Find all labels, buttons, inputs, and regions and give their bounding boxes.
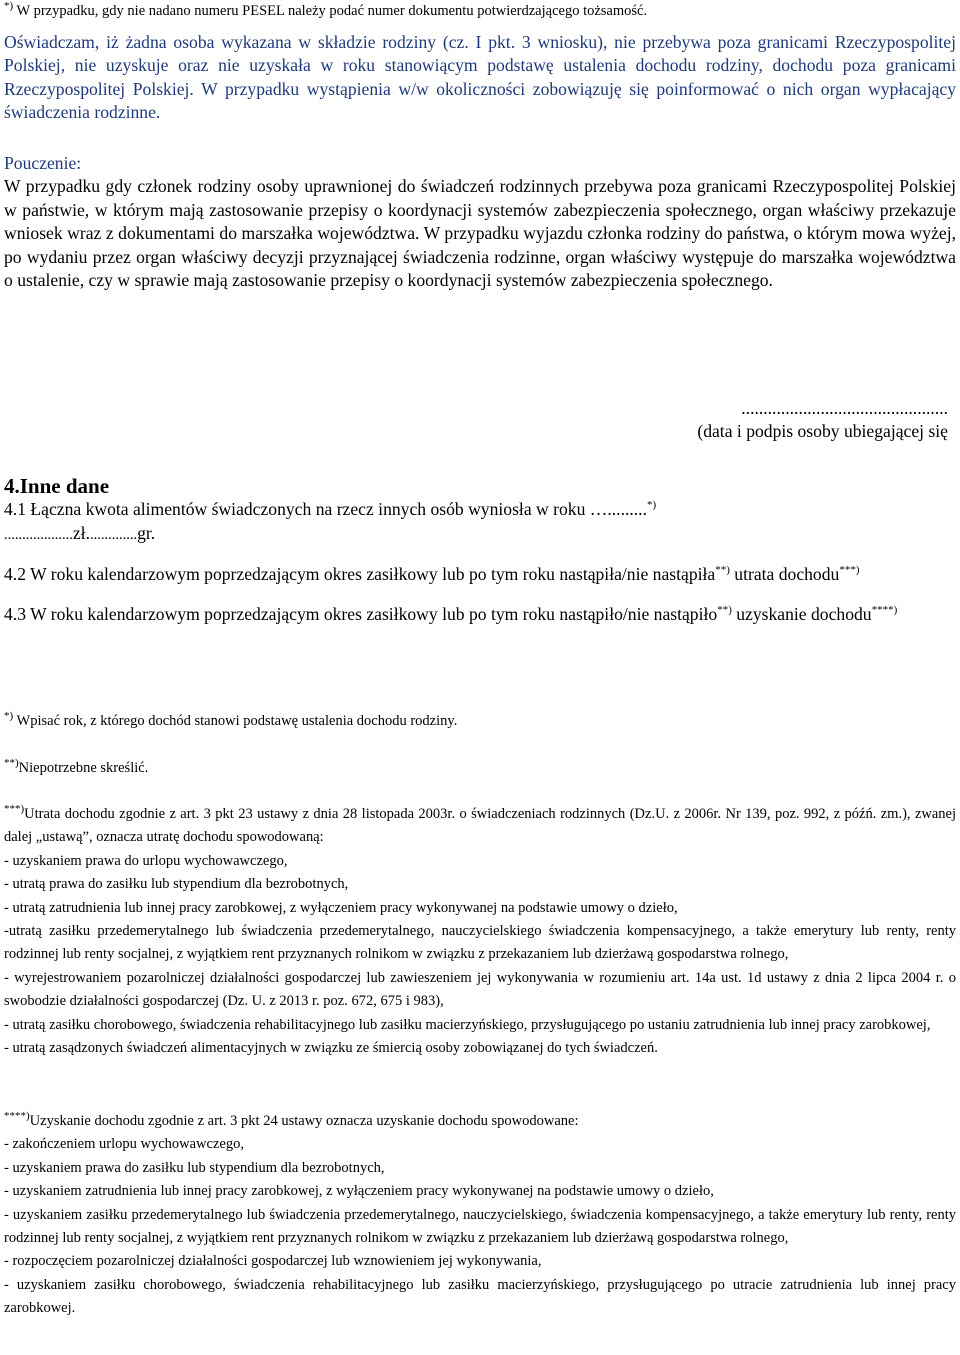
- footnote-4-item: - zakończeniem urlopu wychowawczego,: [4, 1136, 244, 1153]
- footnote-1: [4, 710, 956, 733]
- footnote-4: [4, 1110, 956, 1321]
- footnote-4-item: - uzyskaniem prawa do zasiłku lub stypendium dla bezrobotnych,: [4, 1159, 385, 1176]
- item-4-2-sup2: ***): [839, 564, 860, 577]
- footnote-3-item: -utratą zasiłku przedemerytalnego lub świadczenia przedemerytalnego, nauczycielskiego świadczenia kompensacyjnego, a także emerytury lub renty, renty rodzinnej lub renty socjalnej, z wyjątkiem rent przyznanych rolnikom w związku z przekazaniem lub dzierżawą gospodarstwa rolnego,: [4, 923, 956, 963]
- footnote-4-intro: [4, 1110, 956, 1133]
- footnote-3-item: - utratą zasiłku chorobowego, świadczenia rehabilitacyjnego lub zasiłku macierzyńskiego, przysługującego po ustaniu zatrudnienia lub innej pracy zarobkowej,: [4, 1016, 931, 1033]
- signature-block: [697, 397, 948, 444]
- footnote-4-item: - uzyskaniem zasiłku przedemerytalnego lub świadczenia przedemerytalnego, nauczycielskiego, świadczenia kompensacyjnego, a także emerytury lub renty, renty rodzinnej lub renty socjalnej, z wyjątkiem rent przyznanych rolnikom w związku z przekazaniem lub dzierżawą gospodarstwa rolnego,: [4, 1206, 956, 1247]
- item-4-2-sup: **): [715, 564, 730, 577]
- amount-zl-label: zł.: [72, 522, 90, 543]
- item-4-3-sup2: ****): [871, 603, 898, 616]
- item-4-2-text: 4.2 W roku kalendarzowym poprzedzającym okres zasiłkowy lub po tym roku nastąpiła/nie nastąpiła: [4, 564, 716, 585]
- notice-title: Pouczenie:: [4, 153, 82, 173]
- item-4-3: [4, 603, 956, 626]
- amount-dots-gr: .............: [89, 526, 138, 543]
- item-4-1: [4, 498, 956, 521]
- footnote-3-intro: [4, 803, 956, 850]
- item-4-3-text: 4.3 W roku kalendarzowym poprzedzającym okres zasiłkowy lub po tym roku nastąpiło/nie nastąpiło: [4, 603, 718, 624]
- footnote-2: [4, 757, 956, 780]
- section-heading: 4.Inne dane: [4, 474, 110, 498]
- item-4-3-tail: uzyskanie dochodu: [731, 603, 872, 624]
- footnote-3-item: - wyrejestrowaniem pozarolniczej działalności gospodarczej lub zawieszeniem jej wykonywania w rozumieniu art. 14a ust. 1d ustawy z dnia 2 lipca 2004 r. o swobodzie działalności gospodarczej (Dz. U. z 2013 r. poz. 672, 675 i 983),: [4, 969, 956, 1010]
- footnote-pesel: [4, 0, 956, 23]
- item-4-1-amount: [4, 522, 956, 547]
- item-4-2: [4, 563, 956, 586]
- footnote-2-text: Niepotrzebne skreślić.: [18, 760, 149, 776]
- notice-section: [4, 152, 956, 292]
- footnote-4-intro-text: Uzyskanie dochodu zgodnie z art. 3 pkt 24 ustawy oznacza uzyskanie dochodu spowodowane:: [29, 1113, 579, 1129]
- footnote-1-mark: *): [4, 710, 14, 723]
- item-4-1-sup: *): [646, 499, 657, 512]
- item-4-3-sup: **): [717, 603, 732, 616]
- item-4-2-tail: utrata dochodu: [729, 564, 840, 585]
- footnote-3-item: - utratą prawa do zasiłku lub stypendium dla bezrobotnych,: [4, 876, 349, 893]
- amount-dots-zl: ...................: [4, 526, 73, 543]
- footnote-1-text: Wpisać rok, z którego dochód stanowi podstawę ustalenia dochodu rodziny.: [13, 713, 458, 729]
- footnote-2-mark: **): [4, 757, 19, 770]
- footnote-4-mark: ****): [4, 1110, 30, 1123]
- footnote-mark: *): [4, 0, 14, 13]
- signature-dots: ...............................................: [741, 398, 948, 418]
- notice-text: W przypadku gdy członek rodziny osoby uprawnionej do świadczeń rodzinnych przebywa poza granicami Rzeczypospolitej Polskiej w państwie, w którym mają zastosowanie przepisy o koordynacji systemów zabezpieczenia społecznego, organ właściwy przekazuje wniosek wraz z dokumentami do marszałka województwa. W przypadku wyjazdu członka rodziny do państwa, o którym mowa wyżej, po wydaniu przez organ właściwy decyzji przyznającej świadczenia rodzinne, organ właściwy występuje do marszałka województwa o ustalenie, czy w sprawie mają zastosowanie przepisy o koordynacji systemów zabezpieczenia społecznego.: [4, 176, 956, 291]
- declaration-paragraph: Oświadczam, iż żadna osoba wykazana w składzie rodziny (cz. I pkt. 3 wniosku), nie przebywa poza granicami Rzeczypospolitej Polskiej, nie uzyskuje oraz nie uzyskała w roku stanowiącym podstawę ustalenia dochodu rodziny, dochodu poza granicami Rzeczypospolitej Polskiej. W przypadku wystąpienia w/w okoliczności zobowiązuję się poinformować o nich organ wypłacający świadczenia rodzinne.: [4, 32, 956, 123]
- footnote-3-item: - utratą zatrudnienia lub innej pracy zarobkowej, z wyłączeniem pracy wykonywanej na podstawie umowy o dzieło,: [4, 899, 678, 916]
- item-4-1-text: 4.1 Łączna kwota alimentów świadczonych na rzecz innych osób wyniosła w roku ….........: [4, 499, 647, 520]
- footnote-4-item: - rozpoczęciem pozarolniczej działalności gospodarczej lub wznowieniem jej wykonywania,: [4, 1253, 542, 1270]
- section-other-data: [4, 475, 956, 626]
- footnote-3-item: - uzyskaniem prawa do urlopu wychowawczego,: [4, 852, 288, 869]
- footnote-text: W przypadku, gdy nie nadano numeru PESEL należy podać numer dokumentu potwierdzającego tożsamość.: [13, 3, 648, 19]
- footnote-4-item: - uzyskaniem zasiłku chorobowego, świadczenia rehabilitacyjnego lub zasiłku macierzyńskiego, przysługującego po utracie zatrudnienia lub innej pracy zarobkowej.: [4, 1276, 956, 1317]
- amount-gr-label: gr.: [137, 522, 156, 543]
- signature-caption: (data i podpis osoby ubiegającej się: [697, 421, 948, 442]
- footnote-4-item: - uzyskaniem zatrudnienia lub innej pracy zarobkowej, z wyłączeniem pracy wykonywanej na podstawie umowy o dzieło,: [4, 1183, 714, 1200]
- footnote-3-mark: ***): [4, 803, 25, 816]
- footnote-3-item: - utratą zasądzonych świadczeń alimentacyjnych w związku ze śmiercią osoby zobowiązanej do tych świadczeń.: [4, 1040, 658, 1057]
- footnote-3-intro-text: Utrata dochodu zgodnie z art. 3 pkt 23 ustawy z dnia 28 listopada 2003r. o świadczeniach rodzinnych (Dz.U. z 2006r. Nr 139, poz. 992, z późń. zm.), zwanej dalej „ustawą”, oznacza utratę dochodu spowodowaną:: [4, 806, 956, 846]
- footnote-3: [4, 803, 956, 1060]
